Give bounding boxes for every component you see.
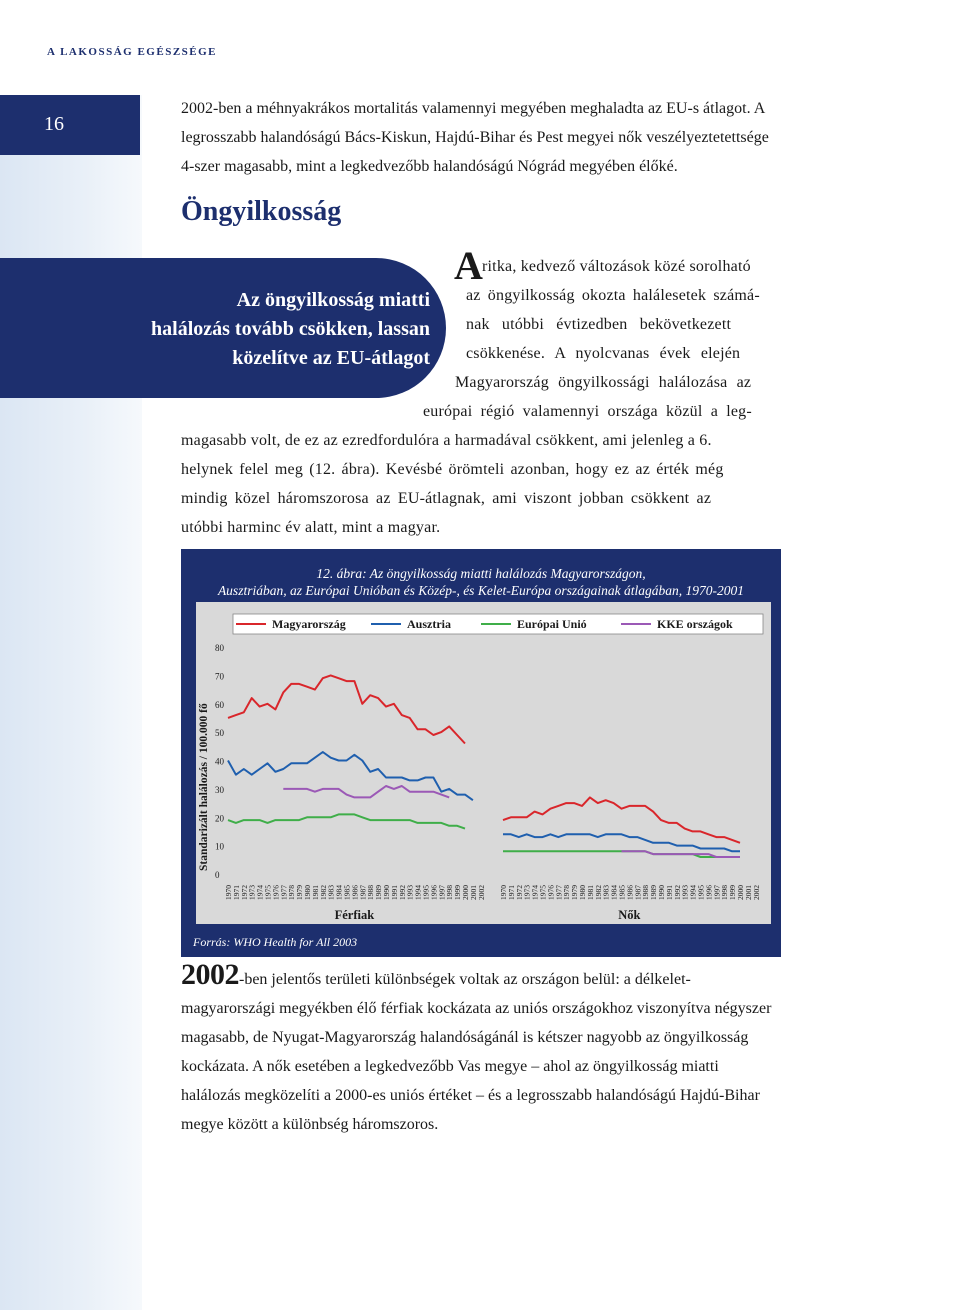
- x-tick-label: 1979: [295, 885, 305, 900]
- y-tick-label: 70: [215, 671, 224, 682]
- legend-label: Ausztria: [407, 617, 451, 631]
- pull-quote-line: közelítve az EU-átlagot: [232, 347, 430, 369]
- x-tick-label: 1983: [326, 885, 336, 900]
- x-tick-label: 1984: [334, 885, 344, 900]
- legend-label: Európai Unió: [517, 617, 587, 631]
- x-tick-label: 1995: [696, 885, 706, 900]
- x-tick-label: 1979: [570, 885, 580, 900]
- x-tick-label: 2000: [736, 885, 745, 900]
- x-tick-label: 1972: [514, 885, 524, 900]
- suicide-mortality-chart: [181, 549, 781, 957]
- x-tick-label: 1999: [453, 885, 463, 900]
- x-tick-label: 1982: [318, 885, 328, 900]
- x-tick-label: 1992: [397, 885, 407, 900]
- x-tick-label: 1971: [506, 885, 516, 900]
- x-tick-label: 1981: [310, 885, 320, 900]
- x-tick-label: 1996: [429, 885, 439, 900]
- x-tick-label: 1976: [271, 885, 281, 900]
- x-tick-label: 1978: [287, 885, 297, 900]
- x-tick-label: 1976: [546, 885, 556, 900]
- y-tick-label: 80: [215, 643, 224, 653]
- x-tick-label: 1981: [585, 885, 595, 900]
- section-heading: Öngyilkosság: [181, 196, 342, 227]
- figure-source: Forrás: WHO Health for All 2003: [193, 935, 358, 949]
- closing-paragraph: [181, 960, 781, 1139]
- x-tick-label: 2000: [461, 885, 470, 900]
- x-tick-label: 1971: [231, 885, 241, 900]
- x-tick-label: 1975: [538, 885, 548, 900]
- x-tick-label: 1985: [617, 885, 627, 900]
- section-label: A LAKOSSÁG EGÉSZSÉGE: [47, 46, 217, 58]
- x-tick-label: 2002: [751, 885, 761, 900]
- x-tick-label: 1988: [641, 885, 651, 900]
- para1-line: az öngyilkosság okozta halálesetek számá-: [466, 287, 760, 304]
- y-axis-label: Standarizált halálozás / 100.000 fő: [198, 703, 210, 871]
- x-tick-label: 1970: [499, 885, 508, 900]
- y-tick-label: 20: [215, 813, 224, 824]
- x-tick-label: 1972: [239, 885, 249, 900]
- x-tick-label: 1982: [593, 885, 603, 900]
- x-tick-label: 1983: [601, 885, 611, 900]
- para1-line: csökkenése. A nyolcvanas évek elején: [466, 345, 741, 362]
- y-tick-label: 40: [215, 756, 224, 767]
- intro-paragraph: 2002-ben a méhnyakrákos mortalitás valamennyi megyében meghaladta az EU-s átlagot. A legrosszabb halandóságú Bács-Kiskun, Hajdú-Bihar és Pest megyei nők veszélyeztetettsége 4-szer magasabb, mint a legkedvezőbb halandóságú Nógrád megyében élőké.: [181, 100, 769, 175]
- pull-quote-line: Az öngyilkosság miatti: [236, 289, 430, 311]
- para1-line: utóbbi harminc év alatt, mint a magyar.: [181, 519, 441, 536]
- y-tick-label: 10: [215, 841, 224, 852]
- pull-quote: [0, 258, 446, 398]
- x-tick-label: 1990: [382, 885, 391, 900]
- x-tick-label: 1980: [578, 885, 587, 900]
- y-tick-label: 0: [215, 870, 220, 880]
- x-tick-label: 1992: [672, 885, 682, 900]
- y-tick-label: 30: [215, 784, 224, 795]
- para1-line: Magyarország öngyilkossági halálozása az: [455, 374, 752, 391]
- group-label: Nők: [618, 908, 641, 922]
- x-tick-label: 1986: [625, 885, 635, 900]
- y-tick-label: 50: [215, 728, 224, 739]
- x-tick-label: 1998: [445, 885, 455, 900]
- x-tick-label: 1996: [704, 885, 714, 900]
- x-tick-label: 1974: [255, 885, 265, 900]
- x-tick-label: 1995: [421, 885, 431, 900]
- x-tick-label: 1998: [720, 885, 730, 900]
- x-tick-label: 1970: [224, 885, 233, 900]
- x-tick-label: 1987: [358, 885, 368, 900]
- x-tick-label: 1987: [633, 885, 643, 900]
- legend-label: Magyarország: [272, 617, 346, 631]
- x-tick-label: 2001: [468, 885, 478, 900]
- page-number-bar: [0, 95, 140, 155]
- x-tick-label: 1980: [303, 885, 312, 900]
- figure-caption-line1: 12. ábra: Az öngyilkosság miatti halálozás Magyarországon,: [316, 566, 646, 581]
- para1-line: helynek felel meg (12. ábra). Kevésbé örömteli azonban, hogy ez az érték még: [181, 461, 724, 478]
- x-tick-label: 1977: [554, 885, 564, 900]
- para1-line: nak utóbbi évtizedben bekövetkezett: [466, 316, 732, 333]
- para1-line: magasabb volt, de ez az ezredfordulóra a harmadával csökkent, ami jelenleg a 6.: [181, 432, 712, 449]
- x-tick-label: 1973: [247, 885, 257, 900]
- x-tick-label: 1991: [664, 885, 674, 900]
- chart-background: [196, 602, 771, 924]
- x-tick-label: 2001: [743, 885, 753, 900]
- x-tick-label: 1993: [405, 885, 415, 900]
- figure-panel: [181, 549, 781, 957]
- pull-quote-line: halálozás tovább csökken, lassan: [151, 318, 430, 340]
- x-tick-label: 1991: [389, 885, 399, 900]
- x-tick-label: 1993: [680, 885, 690, 900]
- page-number: 16: [44, 113, 64, 135]
- x-tick-label: 1988: [366, 885, 376, 900]
- x-tick-label: 1977: [279, 885, 289, 900]
- x-tick-label: 1997: [437, 885, 447, 900]
- figure-caption-line2: Ausztriában, az Európai Unióban és Közép-, és Kelet-Európa országainak átlagában, 1970-2001: [217, 583, 745, 598]
- para1-line: európai régió valamennyi országa közül a leg-: [423, 403, 752, 420]
- x-tick-label: 1989: [649, 885, 659, 900]
- para1-line: ritka, kedvező változások közé sorolható: [482, 258, 751, 275]
- x-tick-label: 1994: [688, 885, 698, 900]
- x-tick-label: 1984: [609, 885, 619, 900]
- x-tick-label: 2002: [476, 885, 486, 900]
- drop-cap: A: [454, 243, 483, 288]
- x-tick-label: 1999: [728, 885, 738, 900]
- legend-label: KKE országok: [657, 617, 733, 631]
- x-tick-label: 1973: [522, 885, 532, 900]
- x-tick-label: 1974: [530, 885, 540, 900]
- x-tick-label: 1997: [712, 885, 722, 900]
- x-tick-label: 1985: [342, 885, 352, 900]
- x-tick-label: 1978: [562, 885, 572, 900]
- x-tick-label: 1989: [374, 885, 384, 900]
- x-tick-label: 1990: [657, 885, 666, 900]
- lead-number: 2002: [181, 958, 239, 991]
- x-tick-label: 1994: [413, 885, 423, 900]
- group-label: Férfiak: [334, 908, 375, 922]
- para1-line: mindig közel háromszorosa az EU-átlagnak, ami viszont jobban csökkent az: [181, 490, 712, 507]
- closing-paragraph-text: -ben jelentős területi különbségek voltak az országon belül: a délkelet-magyarországi megyékben élő férfiak kockázata az uniós országokhoz viszonyítva négyszer magasabb, de Nyugat-Magyarország halandóságánál is kétszer nagyobb az öngyilkosság kockázata. A nők esetében a legkedvezőbb Vas megye – ahol az öngyilkosság miatti halálozás megközelíti a 2000-es uniós értéket – és a legrosszabb halandóságú Hajdú-Bihar megye között a különbség háromszoros.: [181, 971, 772, 1133]
- x-tick-label: 1986: [350, 885, 360, 900]
- x-tick-label: 1975: [263, 885, 273, 900]
- y-tick-label: 60: [215, 699, 224, 710]
